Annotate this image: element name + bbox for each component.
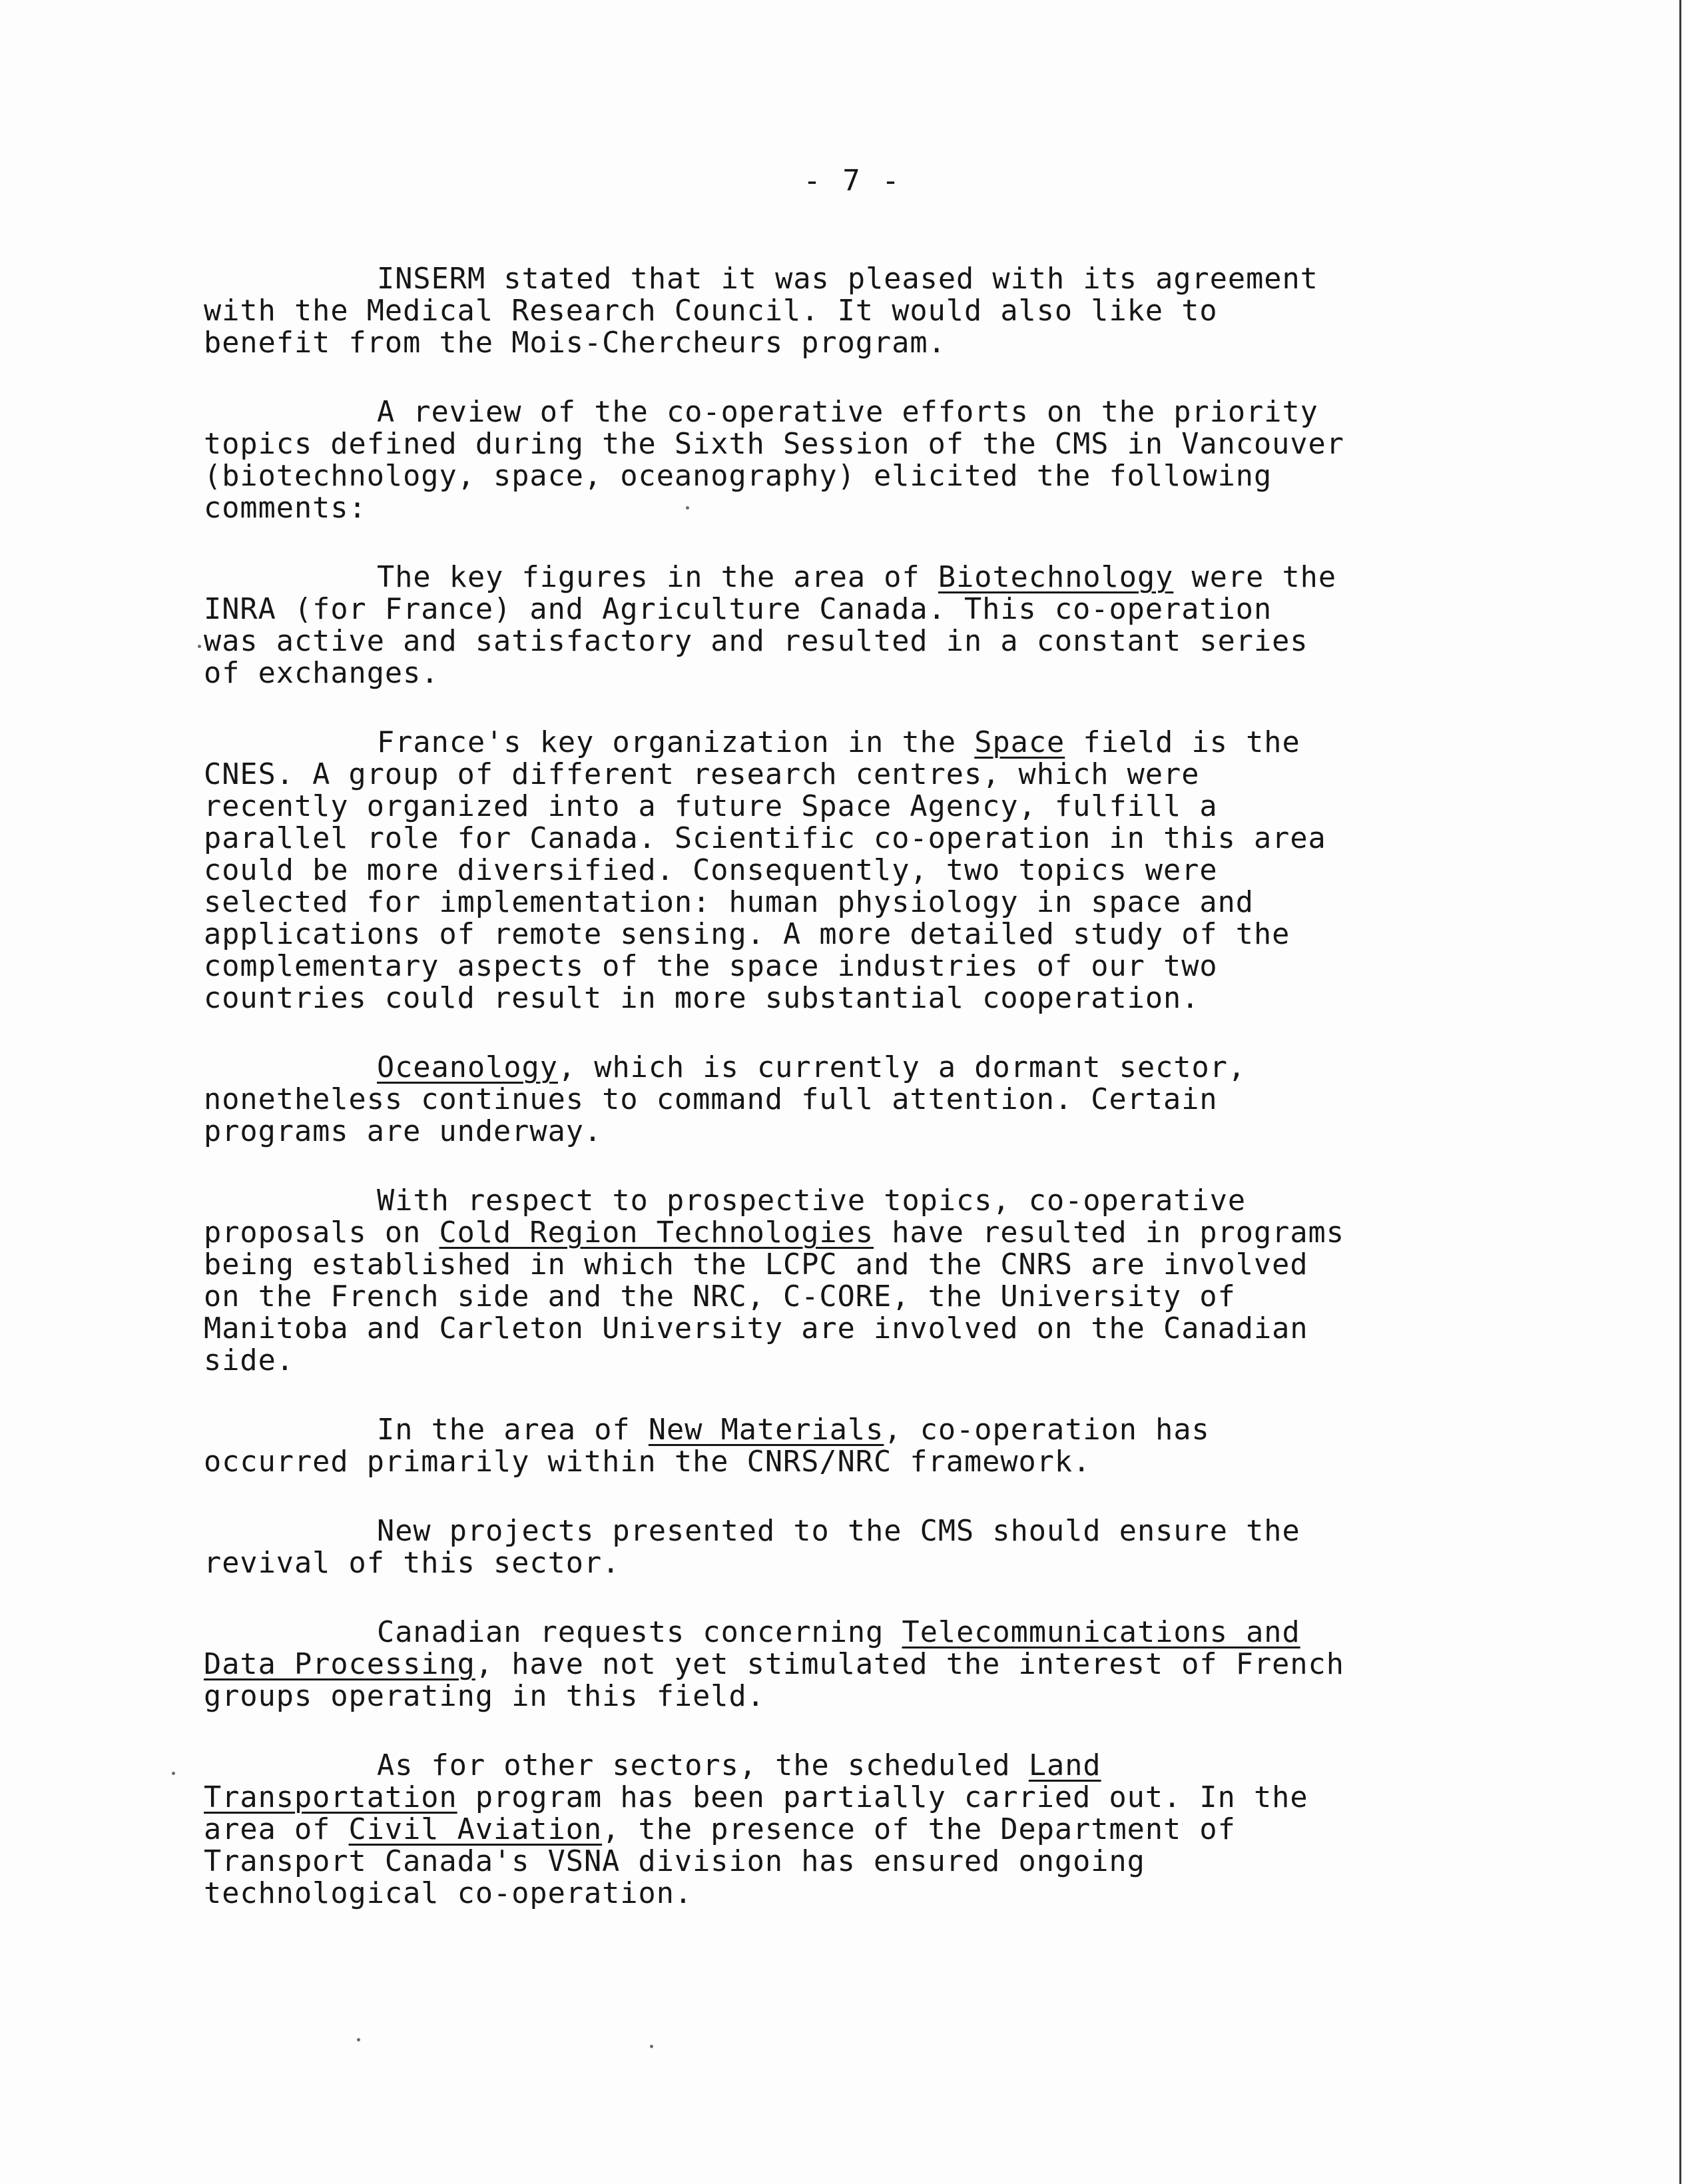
paragraph-text: INSERM stated that it was pleased with its agreement with the Medical Research Council. It would also like to benefit from the Mois-Chercheurs program.	[204, 262, 1318, 360]
page-number: - 7 -	[803, 164, 902, 198]
paragraph-review	[204, 396, 1489, 524]
topic-new-materials: New Materials	[648, 1413, 884, 1447]
paragraph-text: New projects presented to the CMS should ensure the revival of this sector.	[204, 1515, 1300, 1580]
scan-speck	[686, 506, 689, 510]
paragraph-lead: In the area of	[377, 1413, 649, 1447]
paragraph-space	[204, 727, 1489, 1014]
paragraph-lead: France's key organization in the	[377, 726, 975, 759]
paragraph-mid: program has been partially carried out. In the area of	[204, 1781, 1308, 1846]
paragraph-new-materials	[204, 1414, 1489, 1478]
topic-space: Space	[974, 726, 1065, 759]
topic-telecommunications: Telecommunications and Data Processing	[204, 1616, 1300, 1681]
paragraph-rest: , the presence of the Department of Transport Canada's VSNA division has ensured ongoing technological co-operation.	[204, 1813, 1236, 1910]
paragraph-lead: Canadian requests concerning	[377, 1616, 902, 1649]
paragraph-rest: , co-operation has occurred primarily within the CNRS/NRC framework.	[204, 1413, 1210, 1479]
paragraph-rest: were the INRA (for France) and Agriculture Canada. This co-operation was active and satisfactory and resulted in a constant series of exchanges.	[204, 561, 1337, 690]
topic-biotechnology: Biotechnology	[938, 561, 1174, 594]
paragraph-lead: The key figures in the area of	[377, 561, 938, 594]
scan-speck	[650, 2045, 653, 2048]
paragraph-rest: , which is currently a dormant sector, nonetheless continues to command full attention. Certain programs are underway.	[204, 1051, 1247, 1148]
paragraph-lead: With respect to prospective topics, co-operative proposals on	[204, 1184, 1247, 1250]
paragraph-inserm	[204, 263, 1489, 359]
paragraph-rest: field is the CNES. A group of different research centres, which were recently organized into a future Space Agency, fulfill a parallel role for Canada. Scientific co-operation in this area could be more diversified. Consequently, two topics were selected for implementation: human physiology in space and applications of remote sensing. A more detailed study of the complementary aspects of the space industries of our two countries could result in more substantial cooperation.	[204, 726, 1326, 1015]
paragraph-rest: , have not yet stimulated the interest of French groups operating in this field.	[204, 1648, 1344, 1713]
document-body	[204, 263, 1489, 1947]
paragraph-telecommunications	[204, 1617, 1489, 1712]
paragraph-rest: have resulted in programs being established in which the LCPC and the CNRS are involved on the French side and the NRC, C-CORE, the University of Manitoba and Carleton University are involved on the Canadian side.	[204, 1216, 1344, 1377]
paragraph-new-projects	[204, 1515, 1489, 1579]
topic-civil-aviation: Civil Aviation	[348, 1813, 603, 1846]
scan-speck	[198, 645, 201, 648]
topic-oceanology: Oceanology	[377, 1051, 558, 1084]
paragraph-lead: As for other sectors, the scheduled	[377, 1749, 1029, 1782]
paragraph-biotechnology	[204, 561, 1489, 689]
paragraph-cold-region	[204, 1185, 1489, 1377]
paragraph-transportation	[204, 1750, 1489, 1910]
scan-edge-line	[1679, 0, 1681, 2184]
scan-speck	[172, 1772, 175, 1775]
topic-land-transportation: Land Transportation	[204, 1749, 1101, 1814]
paragraph-oceanology	[204, 1052, 1489, 1148]
paragraph-text: A review of the co-operative efforts on the priority topics defined during the Sixth Session of the CMS in Vancouver (biotechnology, space, oceanography) elicited the following comments:	[204, 396, 1344, 525]
topic-cold-region-technologies: Cold Region Technologies	[439, 1216, 874, 1250]
scan-speck	[357, 2038, 360, 2041]
